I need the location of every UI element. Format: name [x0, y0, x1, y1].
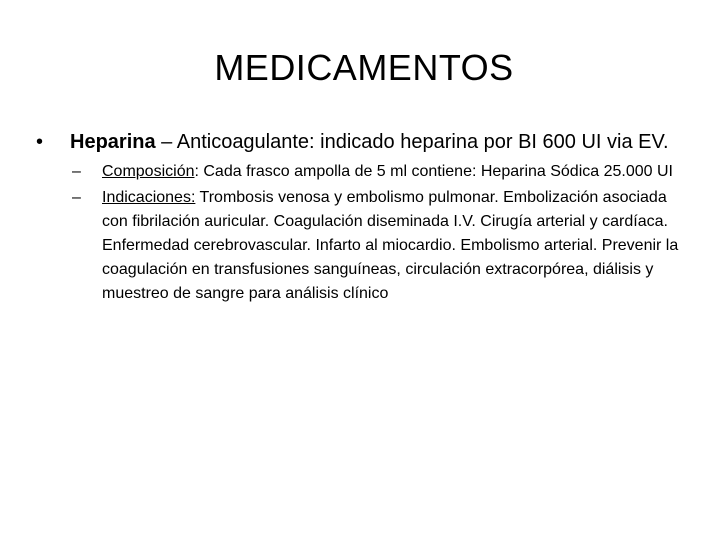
- sub-item-label: Indicaciones:: [102, 189, 196, 206]
- bullet-dot-icon: •: [36, 131, 44, 153]
- sub-item-indicaciones: [72, 186, 686, 306]
- dash-bullet-icon: –: [72, 163, 81, 180]
- sub-list: [36, 160, 686, 306]
- bullet-item-heparina: [36, 128, 686, 156]
- sub-item-label: Composición: [102, 163, 195, 180]
- dash-bullet-icon: –: [72, 189, 81, 206]
- drug-description: – Anticoagulante: indicado heparina por BI 600 UI via EV.: [155, 131, 669, 153]
- slide-body: [36, 128, 686, 308]
- drug-name: Heparina: [70, 131, 156, 153]
- sub-item-text: : Cada frasco ampolla de 5 ml contiene: Heparina Sódica 25.000 UI: [194, 163, 673, 180]
- sub-item-text: Trombosis venosa y embolismo pulmonar. Embolización asociada con fibrilación auricular. Coagulación diseminada I.V. Cirugía arterial y cardíaca. Enfermedad cerebrovascular. Infarto al miocardio. Embolismo arterial. Prevenir la coagulación en transfusiones sanguíneas, circulación extracorpórea, diálisis y muestreo de sangre para análisis clínico: [102, 189, 679, 302]
- slide-title: MEDICAMENTOS: [214, 47, 514, 88]
- sub-item-composicion: [72, 160, 686, 184]
